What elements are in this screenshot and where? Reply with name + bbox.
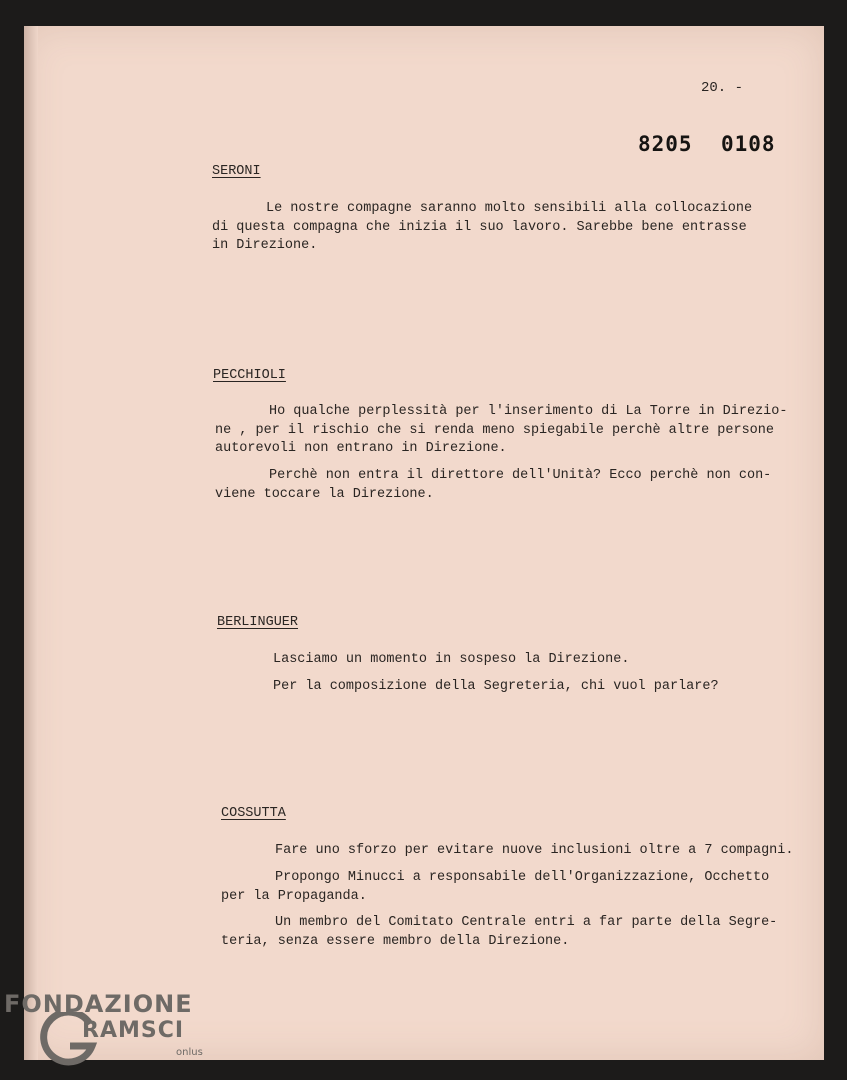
cossutta-paragraph-1: Fare uno sforzo per evitare nuove inclusioni oltre a 7 compagni.	[275, 843, 794, 858]
berlinguer-paragraph-2: Per la composizione della Segreteria, chi vuol parlare?	[273, 679, 719, 694]
speaker-cossutta: COSSUTTA	[221, 806, 286, 821]
archive-stamp-series: 8205	[638, 132, 693, 156]
logo-line-1: FONDAZIONE	[4, 990, 193, 1018]
pecchioli-paragraph-1: Ho qualche perplessità per l'inserimento di La Torre in Direzio- ne , per il rischio che si renda meno spiegabile perchè altre persone autorevoli non entrano in Direzione.	[215, 404, 788, 456]
cossutta-paragraph-3: Un membro del Comitato Centrale entri a far parte della Segre- teria, senza essere membro della Direzione.	[221, 915, 778, 949]
logo-line-2: RAMSCI	[82, 1018, 185, 1043]
cossutta-paragraph-2: Propongo Minucci a responsabile dell'Organizzazione, Occhetto per la Propaganda.	[221, 870, 770, 904]
archive-stamp-number: 0108	[721, 132, 776, 156]
page-binding-edge	[24, 26, 38, 1060]
speaker-berlinguer: BERLINGUER	[217, 615, 299, 630]
speaker-pecchioli: PECCHIOLI	[213, 368, 286, 383]
pecchioli-paragraph-2: Perchè non entra il direttore dell'Unità? Ecco perchè non con- viene toccare la Direzione.	[215, 468, 772, 502]
page-number: 20. -	[701, 80, 744, 96]
berlinguer-paragraph-1: Lasciamo un momento in sospeso la Direzione.	[273, 652, 630, 667]
seroni-paragraph-1: Le nostre compagne saranno molto sensibili alla collocazione di questa compagna che inizia il suo lavoro. Sarebbe bene entrasse in Direzione.	[212, 201, 753, 253]
logo-line-3: onlus	[176, 1047, 203, 1058]
speaker-seroni: SERONI	[212, 164, 261, 179]
